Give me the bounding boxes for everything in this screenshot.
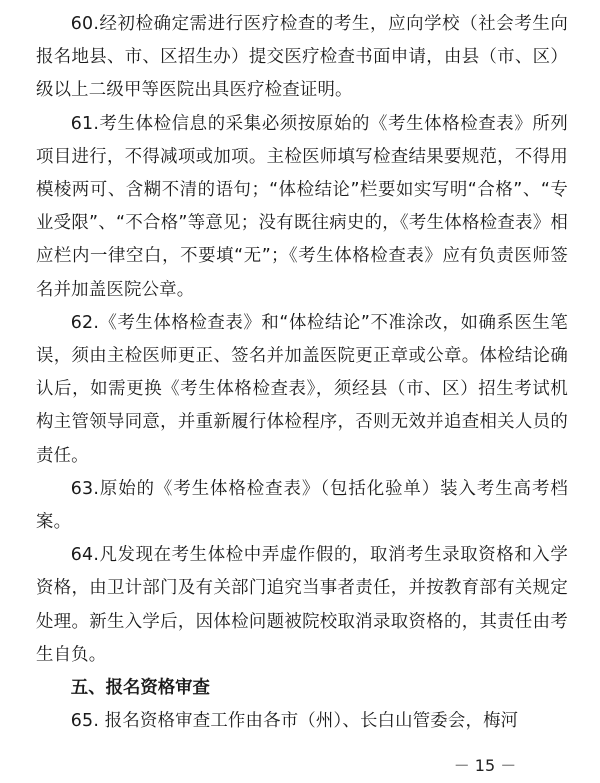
paragraph-62: 62.《考生体格检查表》和“体检结论”不准涂改，如确系医生笔误，须由主检医师更正、签名并加盖医院更正章或公章。体检结论确认后，如需更换《考生体格检查表》，须经县（市、区）招生考试机构主管领导同意，并重新履行体检程序，否则无效并追查相关人员的责任。: [36, 312, 568, 466]
paragraph-64: 64.凡发现在考生体检中弄虚作假的，取消考生录取资格和入学资格，由卫计部门及有关部门追究当事者责任，并按教育部有关规定处理。新生入学后，因体检问题被院校取消录取资格的，其责任由考生自负。: [36, 545, 568, 665]
paragraph-61: 61.考生体检信息的采集必须按原始的《考生体格检查表》所列项目进行，不得减项或加项。主检医师填写检查结果要规范，不得用模棱两可、含糊不清的语句；“体检结论”栏要如实写明“合格”、“专业受限”、“不合格”等意见；没有既往病史的，《考生体格检查表》相应栏内一律空白，不要填“无”；《考生体格检查表》应有负责医师签名并加盖医院公章。: [36, 113, 568, 300]
paragraph-63: 63.原始的《考生体格检查表》（包括化验单）装入考生高考档案。: [36, 478, 568, 533]
page-number: － 15 －: [453, 756, 517, 775]
paragraph-60: 60.经初检确定需进行医疗检查的考生，应向学校（社会考生向报名地县、市、区招生办）提交医疗检查书面申请，由县（市、区）级以上二级甲等医院出具医疗检查证明。: [36, 14, 568, 101]
section-heading: 五、报名资格审查: [70, 678, 210, 699]
document-body: [36, 8, 568, 738]
paragraph-65: 65. 报名资格审查工作由各市（州）、长白山管委会，梅河: [70, 711, 519, 732]
